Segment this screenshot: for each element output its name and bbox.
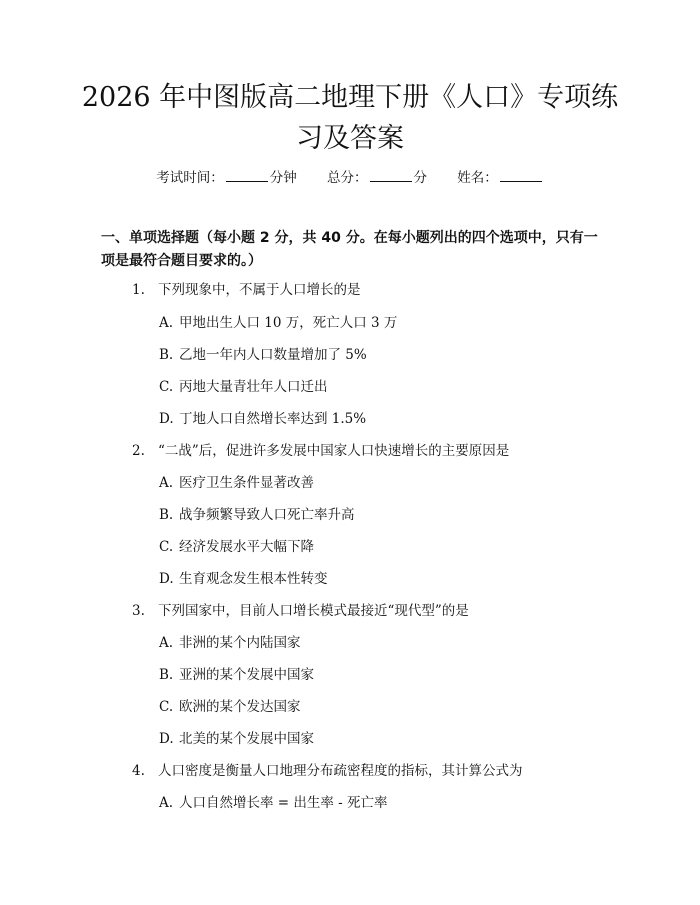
question-number: 1. [132, 282, 145, 298]
option-text: 人口自然增长率 = 出生率 - 死亡率 [179, 795, 388, 811]
question-3-option-c [159, 697, 301, 717]
question-text: 人口密度是衡量人口地理分布疏密程度的指标，其计算公式为 [158, 763, 523, 779]
question-2-option-c [159, 537, 314, 557]
question-2-option-a [159, 473, 314, 493]
question-3 [132, 601, 469, 621]
option-text: 医疗卫生条件显著改善 [179, 475, 314, 491]
option-text: 丁地人口自然增长率达到 1.5% [179, 411, 367, 427]
question-3-option-a [159, 633, 301, 653]
option-letter: B. [159, 347, 174, 363]
option-letter: B. [159, 667, 174, 683]
section-1-header: 一、单项选择题（每小题 2 分，共 40 分。在每小题列出的四个选项中，只有一项是最符合题目要求的。） [101, 230, 598, 269]
question-4-option-a [159, 793, 388, 813]
option-text: 北美的某个发展中国家 [179, 731, 314, 747]
question-1-option-b [159, 345, 367, 365]
option-letter: A. [159, 635, 174, 651]
total-score-field [327, 170, 427, 186]
total-score-blank [370, 168, 412, 182]
question-1 [132, 280, 361, 300]
total-score-label: 总分： [327, 170, 368, 186]
document-title-line-2: 习及答案 [296, 123, 404, 154]
question-1-option-c [159, 377, 328, 397]
exam-time-unit: 分钟 [269, 170, 297, 186]
question-1-option-d [159, 409, 366, 429]
question-3-option-b [159, 665, 314, 685]
student-name-label: 姓名： [457, 170, 498, 186]
question-1-option-a [159, 313, 397, 333]
exam-info [0, 168, 700, 188]
question-text: 下列国家中，目前人口增长模式最接近“现代型”的是 [158, 603, 469, 619]
option-text: 生育观念发生根本性转变 [179, 571, 328, 587]
exam-time-blank [226, 168, 268, 182]
option-text: 亚洲的某个发展中国家 [179, 667, 314, 683]
question-3-option-d [159, 729, 314, 749]
option-letter: A. [159, 475, 174, 491]
document-title-line-1: 2026 年中图版高二地理下册《人口》专项练 [81, 82, 619, 113]
option-letter: C. [159, 539, 174, 555]
option-text: 经济发展水平大幅下降 [179, 539, 314, 555]
option-letter: B. [159, 507, 174, 523]
question-text: “二战”后，促进许多发展中国家人口快速增长的主要原因是 [158, 443, 510, 459]
option-letter: C. [159, 379, 174, 395]
exam-time-field [156, 170, 297, 186]
option-letter: D. [159, 731, 174, 747]
option-letter: C. [159, 699, 174, 715]
option-text: 战争频繁导致人口死亡率升高 [179, 507, 355, 523]
option-letter: A. [159, 795, 174, 811]
option-text: 欧洲的某个发达国家 [179, 699, 301, 715]
question-number: 2. [132, 443, 145, 459]
question-number: 3. [132, 603, 145, 619]
total-score-unit: 分 [413, 170, 427, 186]
question-text: 下列现象中，不属于人口增长的是 [158, 282, 361, 298]
option-letter: A. [159, 315, 174, 331]
question-number: 4. [132, 763, 145, 779]
question-2-option-b [159, 505, 355, 525]
option-text: 丙地大量青壮年人口迁出 [179, 379, 328, 395]
student-name-blank [500, 168, 542, 182]
option-text: 甲地出生人口 10 万，死亡人口 3 万 [179, 315, 398, 331]
question-2-option-d [159, 569, 328, 589]
option-text: 乙地一年内人口数量增加了 5% [179, 347, 367, 363]
exam-time-label: 考试时间： [156, 170, 224, 186]
question-4 [132, 761, 523, 781]
student-name-field [457, 170, 544, 186]
option-letter: D. [159, 411, 174, 427]
question-2 [132, 441, 509, 461]
option-text: 非洲的某个内陆国家 [179, 635, 301, 651]
option-letter: D. [159, 571, 174, 587]
